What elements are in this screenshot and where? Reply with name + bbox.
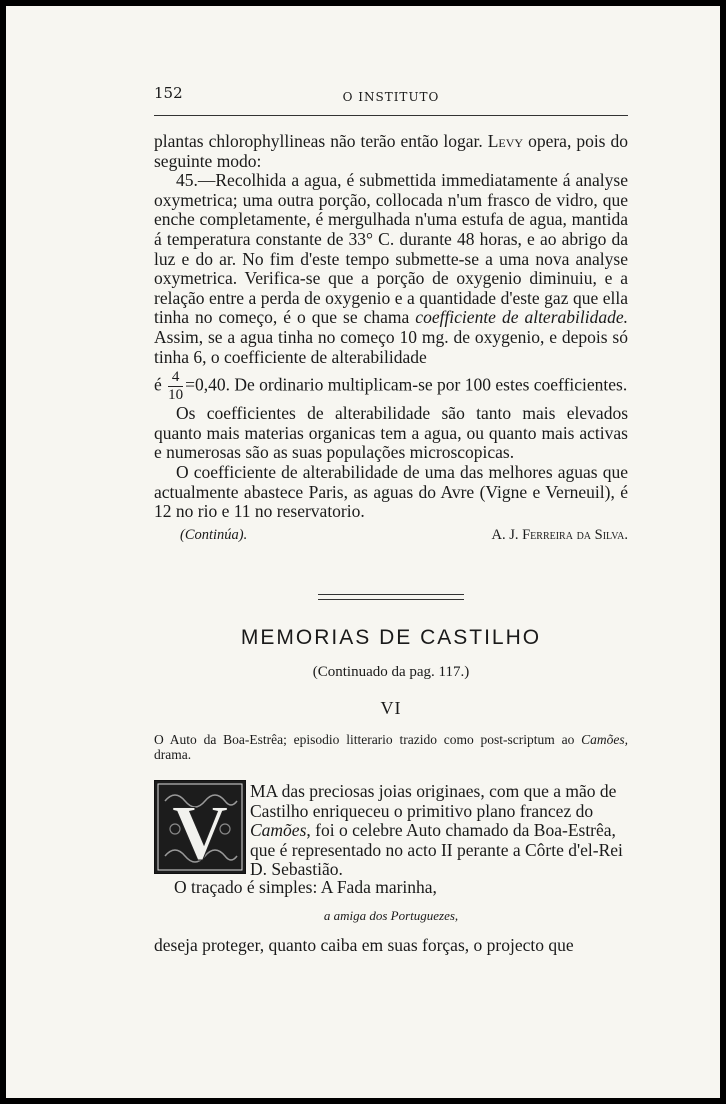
section-separator [318, 594, 464, 600]
article-subtitle: (Continuado da pag. 117.) [312, 664, 470, 680]
author-signature: A. J. Ferreira da Silva. [491, 526, 628, 543]
formula-line: é $\frac{4}{10}$ =0,40. De ordinario multiplicam-se por 100 estes coefficientes. [154, 369, 628, 404]
signature-line [154, 522, 628, 546]
page-number: 152 [154, 84, 183, 102]
article2-paragraph-2: O traçado é simples: A Fada marinha, [174, 877, 437, 897]
term-coefficiente: coefficiente de alterabilidade. [415, 307, 628, 328]
article2-paragraph-1: MA das preciosas joias originaes, com que a mão de Castilho enriqueceu o primitivo plano francez do Camões, foi o celebre Auto chamado da Boa-Estrêa, que é representado no acto II perante a Côrte d'el-Rei D. Sebastião. [250, 781, 623, 880]
scanned-page [6, 6, 720, 1098]
fraction-denominator: 10 [168, 387, 184, 404]
article1-body [154, 132, 628, 545]
fraction [168, 369, 183, 404]
article-title: MEMORIAS DE CASTILHO [240, 626, 542, 649]
section-summary: O Auto da Boa-Estrêa; episodio litterario trazido como post-scriptum ao Camões, drama. [154, 732, 628, 762]
dropcap-ornament-icon [155, 781, 245, 873]
article2-paragraph-3: deseja proteger, quanto caiba em suas forças, o projecto que [154, 935, 574, 955]
quoted-line: a amiga dos Portuguezes, [323, 908, 459, 923]
article1-paragraph-3: Os coefficientes de alterabilidade são tanto mais elevados quanto mais materias organicas tem a agua, ou quanto mais activas e numerosas são as suas populações microscopicas. [154, 403, 628, 463]
dropcap-letter: V [171, 789, 229, 873]
fraction-numerator: 4 [168, 369, 183, 387]
article1-paragraph-1: plantas chlorophyllineas não terão então logar. Levy opera, pois do seguinte modo: [154, 131, 628, 171]
continua-note: (Continúa). [180, 526, 248, 543]
section-number: VI [380, 698, 402, 718]
running-head: O INSTITUTO [342, 90, 440, 104]
article1-paragraph-2: 45.—Recolhida a agua, é submettida immediatamente á analyse oxymetrica; uma outra porção, collocada n'um frasco de vidro, que enche completamente, é mergulhada n'uma estufa de agua, mantida á temperatura constante de 33° C. durante 48 horas, e ao abrigo da luz e do ar. No fim d'este tempo submette-se a uma nova analyse oxymetrica. Verifica-se que a porção de oxygenio diminuiu, e a relação entre a perda de oxygenio e a quantidade d'este gaz que ella tinha no começo, é o que se chama coefficiente de alterabilidade. Assim, se a agua tinha no começo 10 mg. de oxygenio, e depois só tinha 6, o coefficiente de alterabilidade [154, 170, 628, 367]
article1-paragraph-4: O coefficiente de alterabilidade de uma das melhores aguas que actualmente abastece Paris, as aguas do Avre (Vigne e Verneuil), é 12 no rio e 11 no reservatorio. [154, 461, 628, 522]
header-rule [154, 115, 628, 116]
author-name: Levy [487, 131, 524, 151]
ornamental-dropcap [154, 780, 246, 874]
